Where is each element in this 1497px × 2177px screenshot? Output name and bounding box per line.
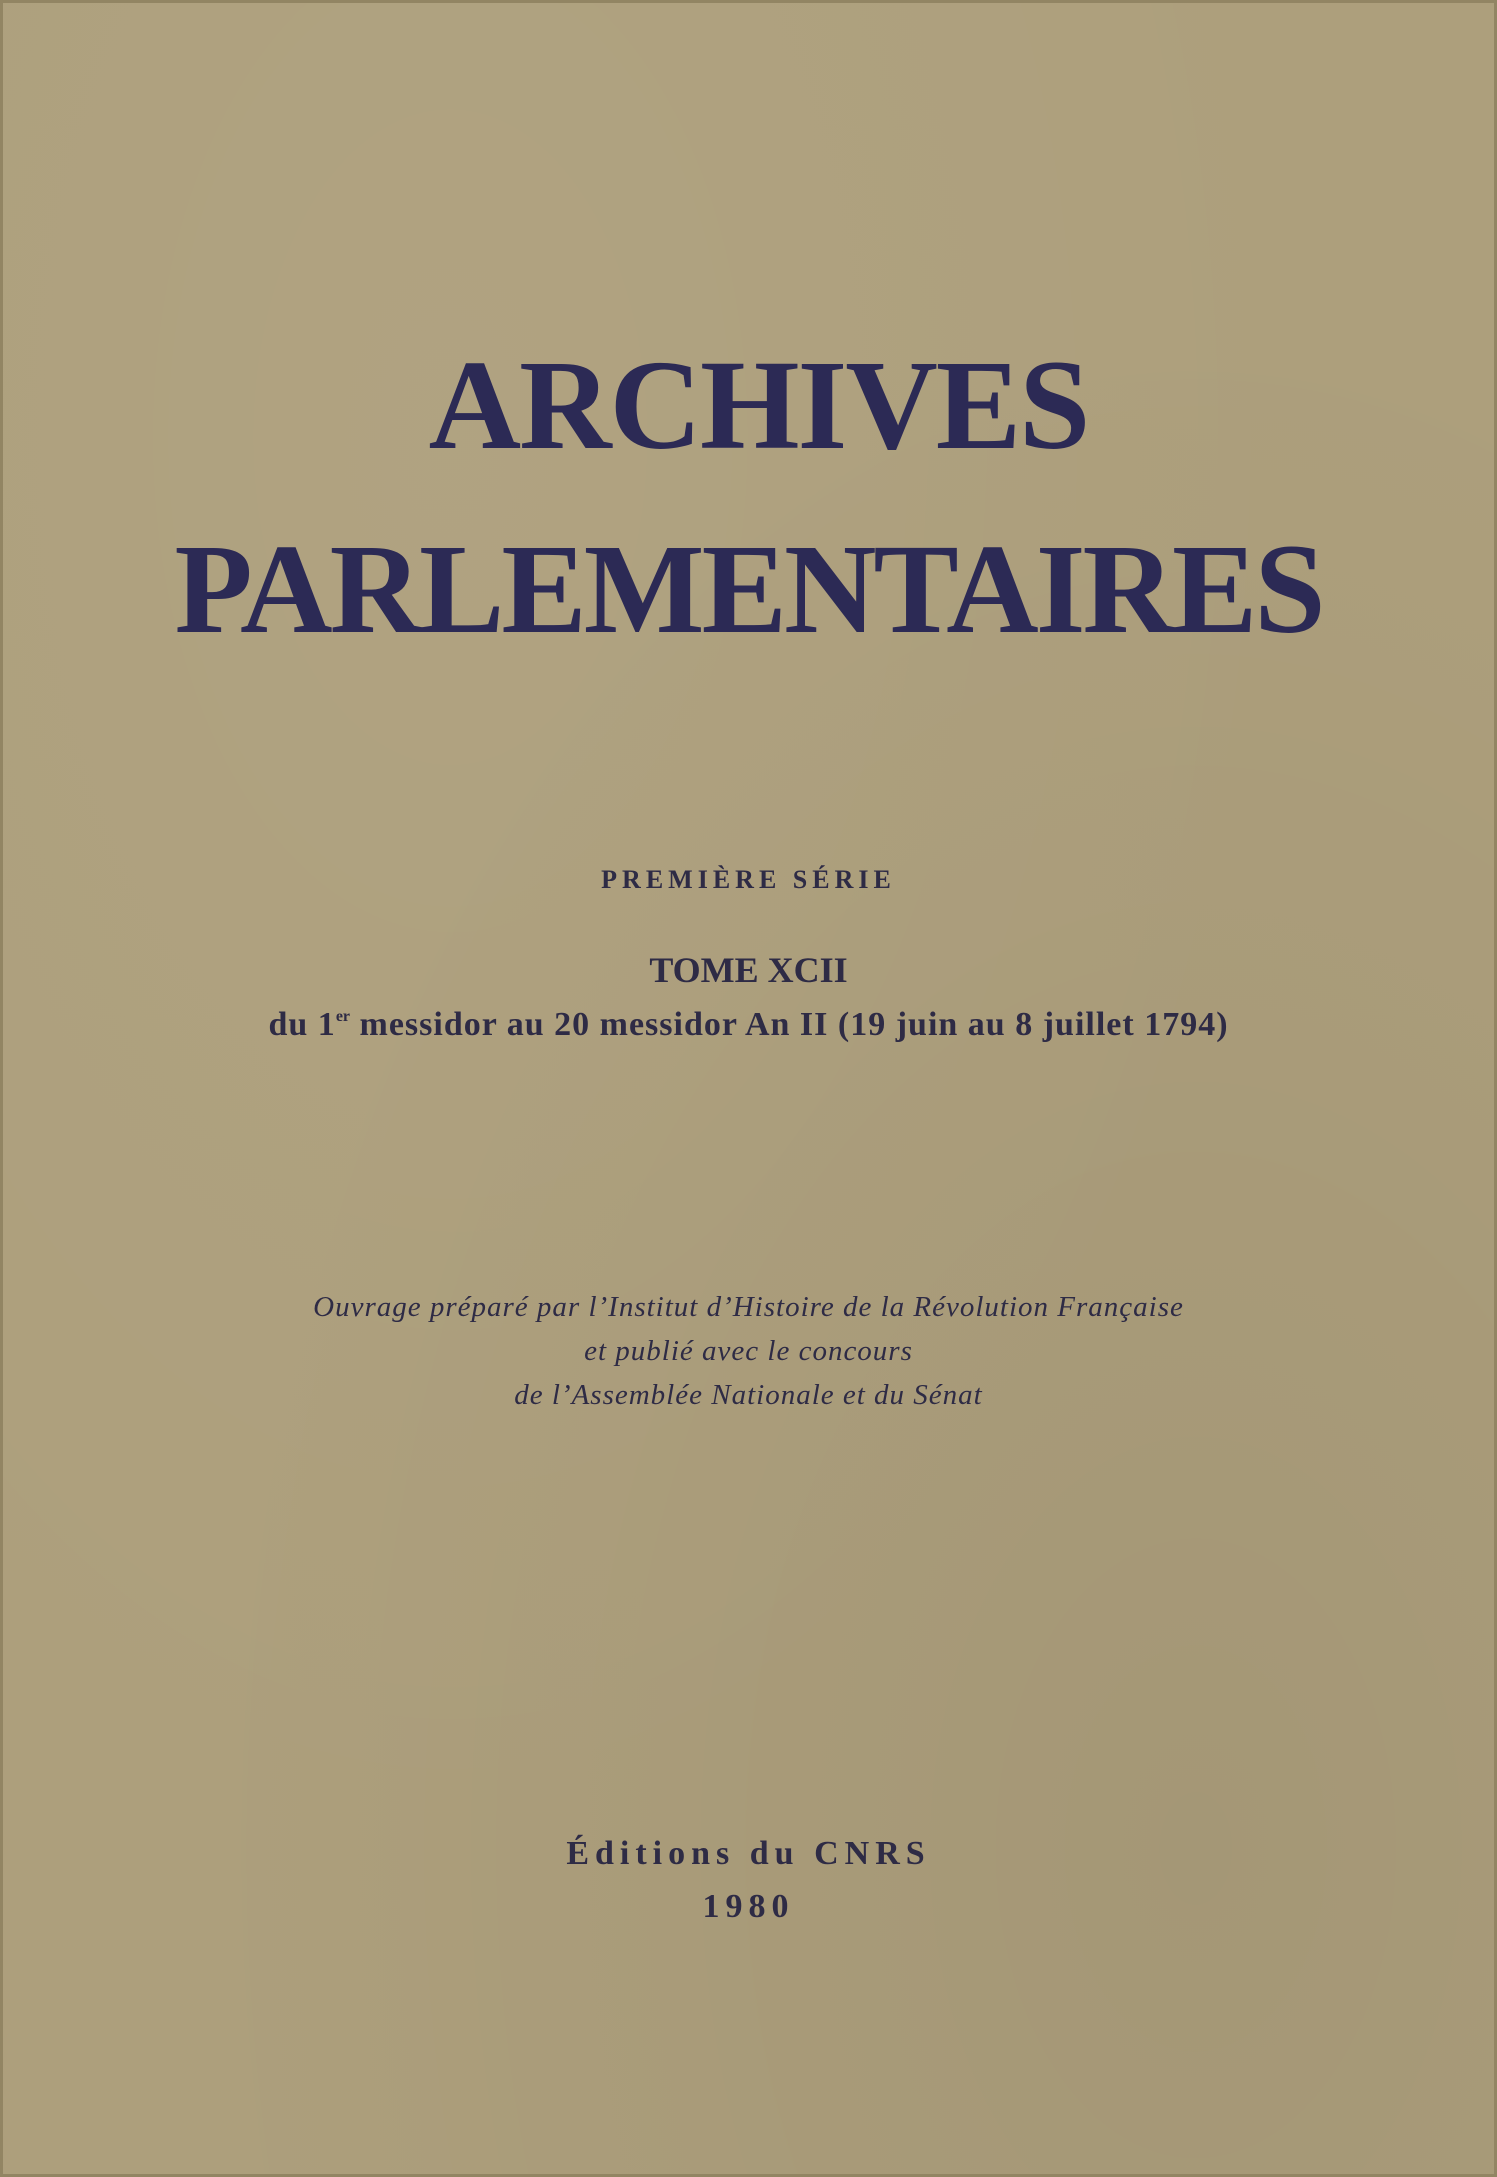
title-line-archives: ARCHIVES: [428, 334, 1089, 476]
date-range-ordinal: er: [335, 1008, 351, 1025]
credits-line: et publié avec le concours: [584, 1335, 913, 1367]
tome-label: TOME XCII: [649, 950, 848, 990]
credits-line: Ouvrage préparé par l’Institut d’Histoire de la Révolution Française: [313, 1291, 1184, 1323]
credits-line: de l’Assemblée Nationale et du Sénat: [514, 1379, 983, 1411]
date-range-text: messidor au 20 messidor An II (19 juin au 8 juillet 1794): [350, 1006, 1229, 1043]
date-range: [3, 1006, 1494, 1044]
date-range-prefix: du 1: [268, 1006, 336, 1043]
title-line-parlementaires: PARLEMENTAIRES: [174, 518, 1323, 660]
publisher-name: Éditions du CNRS: [566, 1835, 931, 1872]
series-label: PREMIÈRE SÉRIE: [601, 865, 896, 894]
publication-year: 1980: [702, 1888, 795, 1925]
credits-block: [3, 1285, 1494, 1417]
